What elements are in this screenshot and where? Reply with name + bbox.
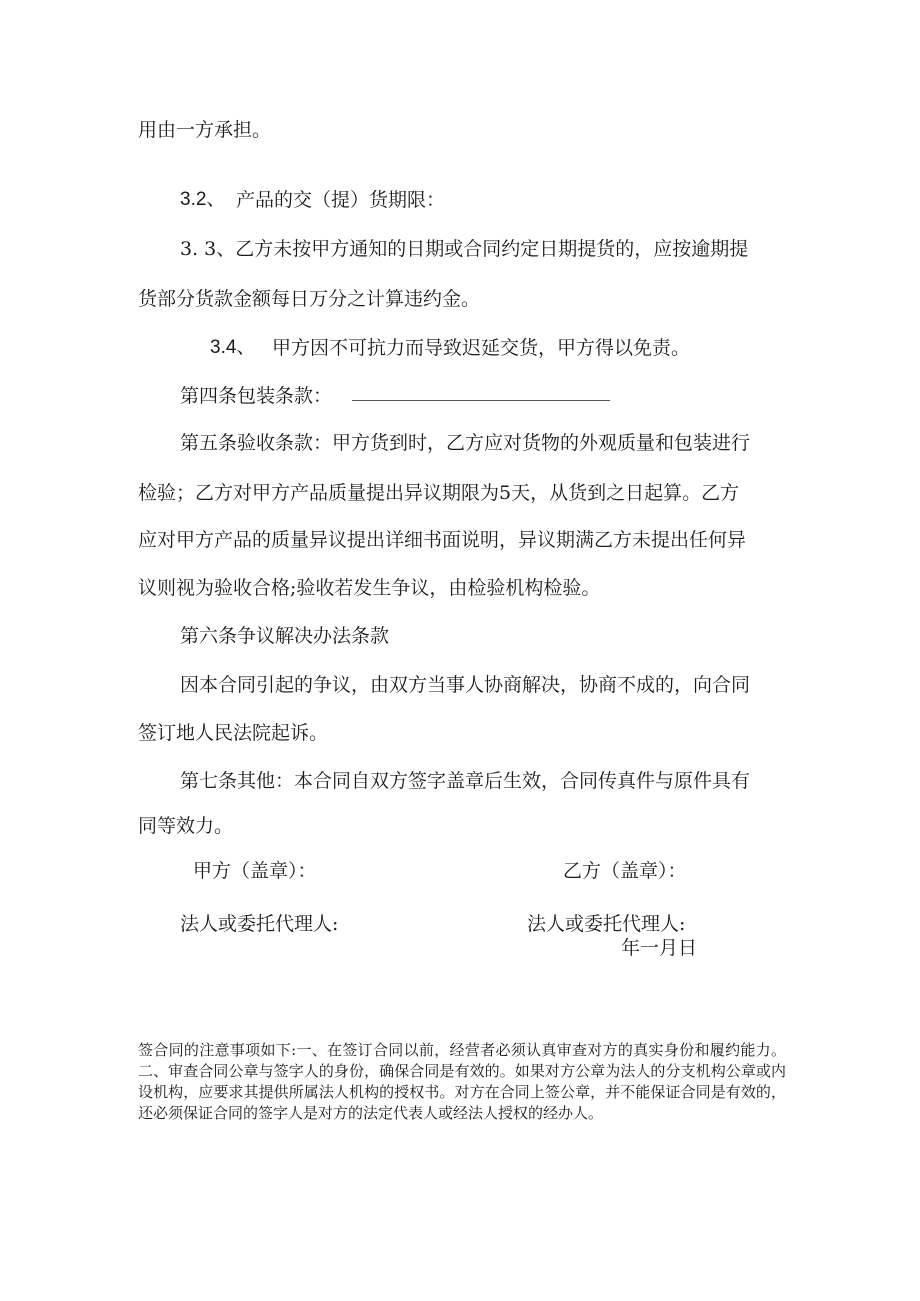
signing-date-label: 年一月日	[621, 937, 698, 959]
clause-3-4-number: 3.4、	[210, 337, 256, 358]
article-5-line-3: 应对甲方产品的质量异议提出详细书面说明，异议期满乙方未提出任何异	[138, 529, 747, 551]
paragraph-continuation: 用由一方承担。	[138, 119, 272, 141]
article-7-line-2: 同等效力。	[138, 815, 234, 837]
article-6-line-2: 签订地人民法院起诉。	[138, 722, 329, 744]
article-6-line-1: 因本合同引起的争议，由双方当事人协商解决，协商不成的，向合同	[180, 674, 751, 696]
party-b-seal-label: 乙方（盖章）：	[563, 860, 687, 882]
article-6-heading: 第六条争议解决办法条款	[180, 625, 390, 647]
article-7-line-1: 第七条其他：本合同自双方签字盖章后生效，合同传真件与原件具有	[180, 770, 751, 792]
article-5-line-4: 议则视为验收合格;验收若发生争议，由检验机构检验。	[138, 577, 601, 599]
fill-in-blank-line	[352, 400, 610, 401]
clause-3-2-number: 3.2、	[180, 189, 226, 210]
clause-3-3-line-1: 3. 3、乙方未按甲方通知的日期或合同约定日期提货的，应按逾期提	[180, 238, 749, 260]
clause-3-2-text: 产品的交（提）货期限：	[236, 189, 446, 211]
article-5-line-2: 检验；乙方对甲方产品质量提出异议期限为5天，从货到之日起算。乙方	[138, 482, 740, 504]
contract-notes-paragraph: 签合同的注意事项如下:一、在签订合同以前，经营者必须认真审查对方的真实身份和履约能力。二、审查合同公章与签字人的身份，确保合同是有效的。如果对方公章为法人的分支机构公章或内设机构，应要求其提供所属法人机构的授权书。对方在合同上签公章，并不能保证合同是有效的，还必须保证合同的签字人是对方的法定代表人或经法人授权的经办人。	[138, 1041, 786, 1122]
party-a-seal-label: 甲方（盖章）：	[193, 860, 317, 882]
article-4-heading: 第四条包装条款：	[180, 385, 333, 407]
article-5-line-1: 第五条验收条款：甲方货到时，乙方应对货物的外观质量和包装进行	[180, 432, 751, 454]
party-a-representative-label: 法人或委托代理人:	[180, 913, 339, 935]
clause-3-4-text: 甲方因不可抗力而导致迟延交货，甲方得以免责。	[272, 337, 691, 359]
party-b-representative-label: 法人或委托代理人:	[527, 913, 686, 935]
clause-3-3-line-2: 货部分货款金额每日万分之计算违约金。	[138, 288, 481, 310]
